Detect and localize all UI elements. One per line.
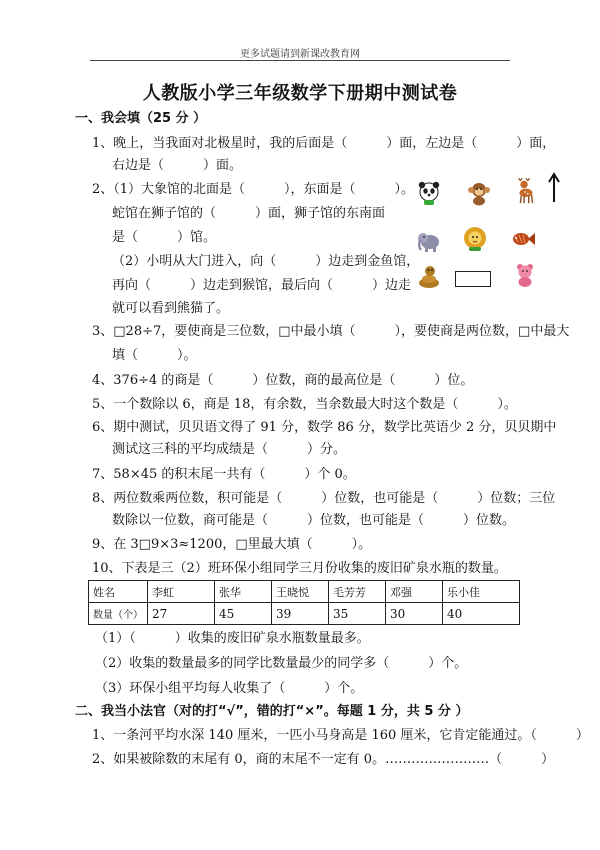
q2-line1: 2、（1）大象馆的北面是（ ），东面是（ ）。 [92, 182, 415, 197]
q10-sub1: （1）（ ）收集的废旧矿泉水瓶数量最多。 [95, 631, 370, 646]
q2-line6: 就可以看到熊猫了。 [112, 301, 230, 316]
snake-icon [416, 264, 442, 290]
table-row [89, 603, 520, 625]
s2-q1: 1、一条河平均水深 140 厘米，一匹小马身高是 160 厘米，它肯定能通过。（ ） [92, 728, 589, 743]
panda-icon [416, 180, 442, 206]
q10-sub2: （2）收集的数量最多的同学比数量最少的同学多（ ）个。 [95, 656, 468, 671]
q2-line4: （2）小明从大门进入，向（ ）边走到金鱼馆， [112, 254, 420, 269]
q5: 5、一个数除以 6，商是 18，有余数，当余数最大时这个数是（ ）。 [92, 397, 517, 412]
q8-line1: 8、两位数乘两位数，积可能是（ ）位数，也可能是（ ）位数；三位 [92, 491, 556, 506]
q4: 4、376÷4 的商是（ ）位数，商的最高位是（ ）位。 [92, 373, 474, 388]
q1-line2: 右边是（ ）面。 [112, 158, 243, 173]
q1-line1: 1、晚上，当我面对北极星时，我的后面是（ ）面，左边是（ ）面， [92, 136, 556, 151]
table-header-cell: 张华 [215, 581, 272, 603]
lion-icon [462, 226, 488, 252]
table-row-label: 数量（个） [89, 603, 148, 625]
q6-line2: 测试这三科的平均成绩是（ ）分。 [112, 442, 347, 457]
q2-line2: 蛇馆在狮子馆的（ ）面，狮子馆的东南面 [112, 206, 386, 221]
q10-sub3: （3）环保小组平均每人收集了（ ）个。 [95, 681, 364, 696]
table-header-cell: 王晓悦 [272, 581, 329, 603]
table-header-cell: 乐小佳 [443, 581, 520, 603]
goldfish-icon [510, 226, 536, 252]
q3-line1: 3、□28÷7，要使商是三位数，□中最小填（ ），要使商是两位数，□中最大 [92, 324, 570, 339]
table-row [89, 581, 520, 603]
q6-line1: 6、期中测试，贝贝语文得了 91 分，数学 86 分，数学比英语少 2 分，贝贝期中 [92, 420, 557, 435]
s2-q2: 2、如果被除数的末尾有 0，商的末尾不一定有 0。……………………（ ） [92, 752, 555, 767]
q2-line5: 再向（ ）边走到猴馆，最后向（ ）边走 [112, 278, 412, 293]
q7: 7、58×45 的积末尾一共有（ ）个 0。 [92, 467, 356, 482]
table-cell: 40 [443, 603, 520, 625]
table-cell: 27 [148, 603, 215, 625]
monkey-icon [466, 180, 492, 206]
table-header-cell: 毛芳芳 [329, 581, 386, 603]
section1-heading: 一、我会填（25 分 ） [75, 111, 207, 126]
north-arrow-icon [546, 172, 562, 204]
deer-icon [512, 178, 538, 204]
gate-box [455, 271, 491, 287]
table-cell: 30 [386, 603, 443, 625]
bear-icon [512, 262, 538, 288]
table-header-cell: 姓名 [89, 581, 148, 603]
header-note: 更多试题请到新课改教育网 [240, 49, 360, 60]
header-rule [90, 60, 510, 61]
table-cell: 39 [272, 603, 329, 625]
elephant-icon [416, 228, 442, 254]
table-header-cell: 邓强 [386, 581, 443, 603]
table-cell: 35 [329, 603, 386, 625]
table-header-cell: 李虹 [148, 581, 215, 603]
section2-heading: 二、我当小法官（对的打“√”，错的打“×”。每题 1 分，共 5 分 ） [75, 704, 469, 719]
q2-line3: 是（ ）馆。 [112, 230, 217, 245]
bottle-count-table [88, 580, 520, 625]
q8-line2: 数除以一位数，商可能是（ ）位数，也可能是（ ）位数。 [112, 513, 516, 528]
q3-line2: 填（ ）。 [112, 348, 197, 363]
table-cell: 45 [215, 603, 272, 625]
page-title: 人教版小学三年级数学下册期中测试卷 [142, 83, 458, 104]
q10: 10、下表是三（2）班环保小组同学三月份收集的废旧矿泉水瓶的数量。 [92, 561, 507, 576]
q9: 9、在 3□9×3≈1200，□里最大填（ ）。 [92, 537, 372, 552]
